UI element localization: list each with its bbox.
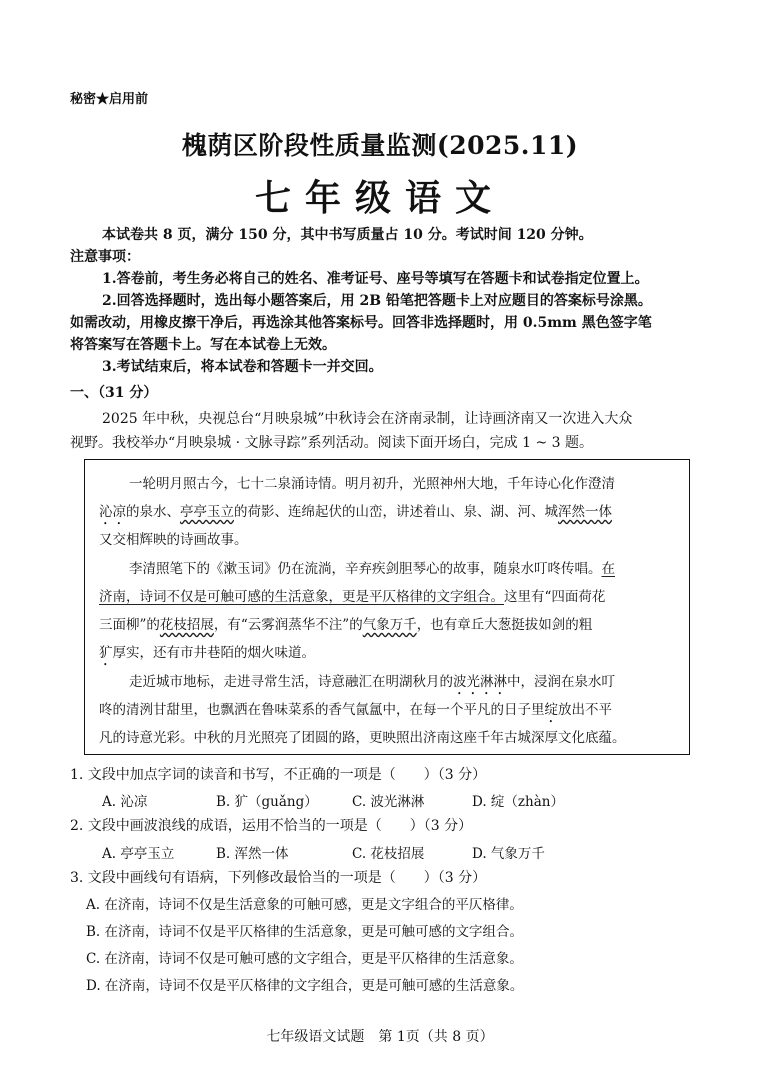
q1-option-c: C. 波光淋淋 — [352, 794, 425, 810]
passage-text: 咚的清洌甘甜里，也飘洒在鲁味菜系的香气氤氲中，在每一个平凡的日子里 — [99, 702, 545, 718]
section-heading: 一、（31 分） — [70, 385, 158, 401]
q3-option-c: C. 在济南，诗词不仅是可触可感的文字组合，更是平仄格律的生活意象。 — [86, 951, 523, 967]
passage-p1-line-2 — [99, 500, 612, 528]
q1-option-a: A. 沁凉 — [102, 794, 148, 810]
exam-subtitle: 七年级语文 — [254, 177, 505, 219]
confidential-label: 秘密★启用前 — [70, 92, 149, 107]
passage-p1-line-1: 一轮明月照古今，七十二泉涌诗情。明月初升，光照神州大地，千年诗心化作澄清 — [129, 476, 615, 492]
question-1: 1. 文段中加点字词的读音和书写，不正确的一项是（ ）（3 分） — [70, 767, 487, 783]
passage-p3-line-2 — [99, 698, 612, 726]
q3-option-b: B. 在济南，诗词不仅是平仄格律的生活意象，更是可触可感的文字组合。 — [86, 924, 524, 940]
passage-text: 这里有“四面荷花 — [504, 589, 606, 605]
question-3: 3. 文段中画线句有语病，下列修改最恰当的一项是（ ）（3 分） — [70, 870, 487, 886]
passage-text: 中，浸润在泉水叮 — [507, 674, 615, 690]
passage-text: 走近城市地标，走进寻常生活，诗意融汇在明湖秋月的 — [129, 674, 453, 690]
page-footer: 七年级语文试题 第 1页（共 8 页） — [266, 1029, 494, 1045]
dotted-word: 绽 — [544, 702, 558, 718]
q2-option-d: D. 气象万千 — [472, 846, 545, 862]
passage-text: 三面柳”的 — [99, 617, 160, 633]
passage-text: 的荷影、连绵起伏的山峦，讲述着山、泉、湖、河、城 — [234, 504, 558, 520]
question-2: 2. 文段中画波浪线的成语，运用不恰当的一项是（ ）（3 分） — [70, 818, 473, 834]
q3-option-a: A. 在济南，诗词不仅是生活意象的可触可感，更是文字组合的平仄格律。 — [86, 897, 523, 913]
passage-p3-line-3: 凡的诗意光彩。中秋的月光照亮了团圆的路，更映照出济南这座千年古城深厚文化底蕴。 — [99, 730, 626, 746]
passage-p3-line-1 — [129, 670, 615, 698]
q3-option-d: D. 在济南，诗词不仅是平仄格律的文字组合，更是可触可感的生活意象。 — [86, 978, 524, 994]
q2-option-c: C. 花枝招展 — [352, 846, 425, 862]
wavy-idiom: 花枝招展 — [159, 617, 214, 633]
note-2-line-1: 2.回答选择题时，选出每小题答案后，用 2B 铅笔把答题卡上对应题目的答案标号涂黑。 — [102, 293, 652, 309]
passage-box — [84, 459, 690, 755]
exam-title: 槐荫区阶段性质量监测(2025.11) — [181, 131, 579, 160]
underlined-sentence: 在 — [601, 561, 615, 577]
wavy-idiom: 气象万千 — [362, 617, 417, 633]
q2-option-b: B. 浑然一体 — [216, 846, 289, 862]
wavy-idiom: 浑然一体 — [558, 504, 612, 520]
dotted-word: 沁凉 — [99, 504, 126, 520]
note-3: 3.考试结束后，将本试卷和答题卡一并交回。 — [102, 359, 383, 375]
note-2-line-2: 如需改动，用橡皮擦干净后，再选涂其他答案标号。回答非选择题时，用 0.5mm 黑色签字笔 — [70, 315, 652, 331]
passage-text: 的泉水、 — [126, 504, 180, 520]
section-lead-line-1: 2025 年中秋，央视总台“月映泉城”中秋诗会在济南录制，让诗画济南又一次进入大众 — [102, 411, 633, 427]
wavy-idiom: 亭亭玉立 — [180, 504, 234, 520]
q1-option-d: D. 绽（zhàn） — [472, 794, 564, 810]
dotted-word: 犷 — [99, 645, 113, 661]
q1-option-b: B. 犷（guǎng） — [216, 794, 318, 810]
dotted-word: 波光淋淋 — [453, 674, 507, 690]
section-lead-line-2: 视野。我校举办“月映泉城 · 文脉寻踪”系列活动。阅读下面开场白，完成 1 ~ 3 题。 — [70, 435, 594, 451]
passage-text: ，也有章丘大葱挺拔如剑的粗 — [416, 617, 593, 633]
passage-p2-line-2 — [99, 585, 605, 605]
passage-p2-line-1 — [129, 557, 615, 577]
passage-p1-line-3: 又交相辉映的诗画故事。 — [99, 532, 248, 548]
passage-text: 李清照笔下的《漱玉词》仍在流淌，辛弃疾剑胆琴心的故事，随泉水叮咚传唱。 — [129, 561, 602, 577]
passage-text: 厚实，还有市井巷陌的烟火味道。 — [112, 645, 315, 661]
note-2-line-3: 将答案写在答题卡上。写在本试卷上无效。 — [70, 337, 336, 353]
underlined-sentence: 济南，诗词不仅是可触可感的生活意象，更是平仄格律的文字组合。 — [99, 589, 504, 605]
passage-text: ，有“云雾润蒸华不注”的 — [213, 617, 363, 633]
passage-text: 放出不平 — [558, 702, 612, 718]
passage-p2-line-4 — [99, 641, 315, 669]
q2-option-a: A. 亭亭玉立 — [102, 846, 175, 862]
notes-heading: 注意事项： — [70, 249, 140, 265]
note-1: 1.答卷前，考生务必将自己的姓名、准考证号、座号等填写在答题卡和试卷指定位置上。 — [102, 271, 649, 287]
passage-p2-line-3 — [99, 613, 592, 633]
exam-summary: 本试卷共 8 页，满分 150 分，其中书写质量占 10 分。考试时间 120 分钟。 — [102, 227, 593, 243]
